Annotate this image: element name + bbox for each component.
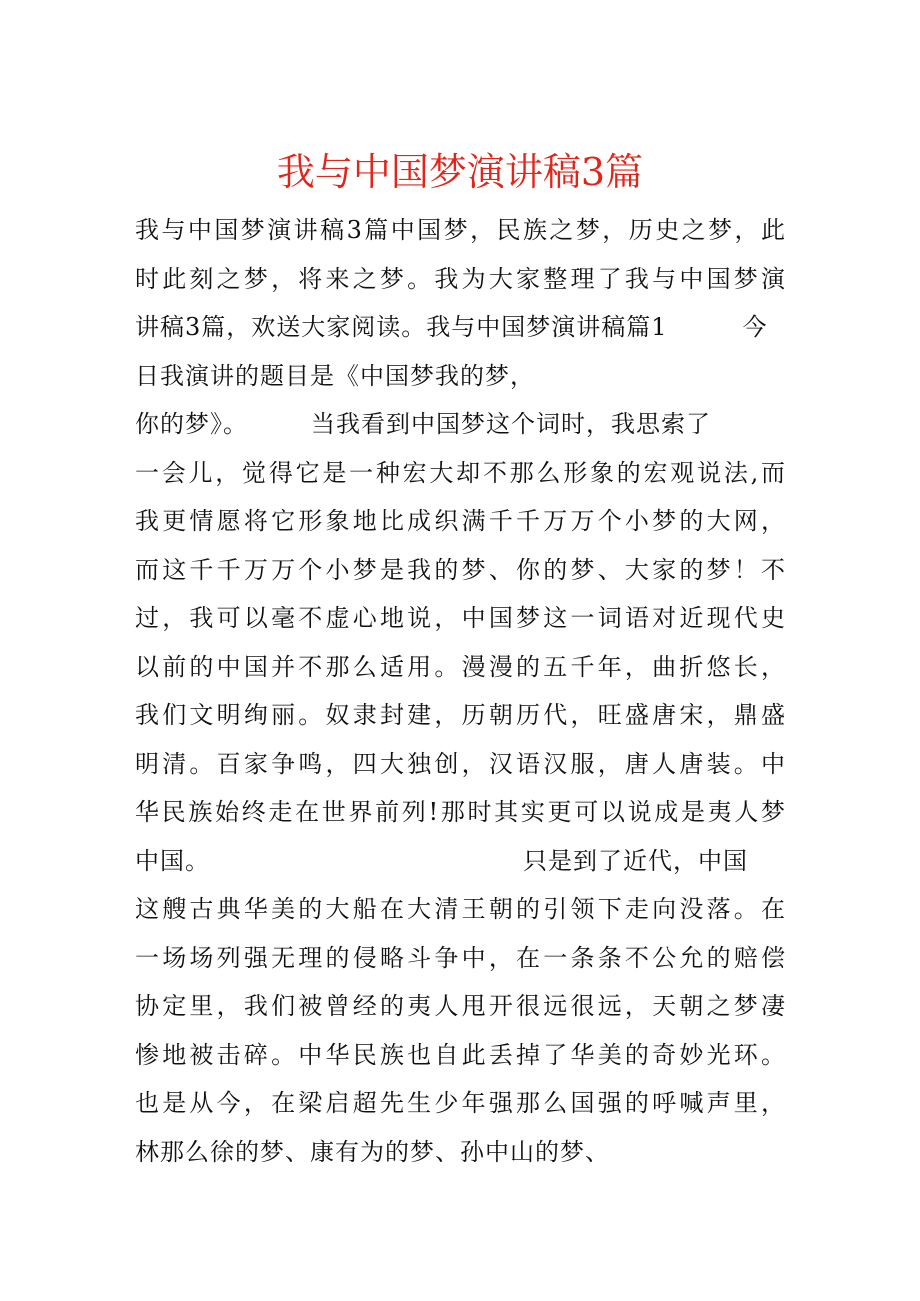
body-line: 日我演讲的题目是《中国梦我的梦，: [135, 361, 535, 390]
document-title: 我与中国梦演讲稿3篇: [276, 150, 644, 194]
body-line: 明清。百家争鸣，四大独创，汉语汉服，唐人唐装。中: [135, 749, 785, 778]
body-line: 一场场列强无理的侵略斗争中，在一条条不公允的赔偿: [135, 943, 785, 972]
document-body: [135, 206, 785, 1176]
body-line: 时此刻之梦，将来之梦。我为大家整理了我与中国梦演: [135, 264, 785, 293]
body-line: 中国。 只是到了近代，中国: [135, 846, 748, 875]
body-line: 过，我可以毫不虚心地说，中国梦这一词语对近现代史: [135, 604, 785, 632]
body-line: 这艘古典华美的大船在大清王朝的引领下走向没落。在: [135, 895, 785, 923]
body-line: 也是从今，在梁启超先生少年强那么国强的呼喊声里，: [135, 1089, 785, 1117]
body-line: 华民族始终走在世界前列!那时其实更可以说成是夷人梦: [135, 798, 785, 826]
body-line: 一会儿，觉得它是一种宏大却不那么形象的宏观说法,而: [135, 458, 785, 487]
body-line: 林那么徐的梦、康有为的梦、孙中山的梦、: [135, 1137, 610, 1166]
body-line: 我与中国梦演讲稿3篇中国梦，民族之梦，历史之梦，此: [135, 216, 785, 244]
body-line: 讲稿3篇，欢送大家阅读。我与中国梦演讲稿篇1 今: [135, 313, 768, 341]
body-line: 我更情愿将它形象地比成织满千千万万个小梦的大网，: [135, 507, 785, 535]
body-line: 你的梦》。 当我看到中国梦这个词时，我思索了: [135, 410, 711, 438]
body-line: 而这千千万万个小梦是我的梦、你的梦、大家的梦！不: [135, 555, 785, 584]
body-line: 以前的中国并不那么适用。漫漫的五千年，曲折悠长，: [135, 652, 785, 681]
body-line: 惨地被击碎。中华民族也自此丢掉了华美的奇妙光环。: [135, 1040, 785, 1069]
body-line: 我们文明绚丽。奴隶封建，历朝历代，旺盛唐宋，鼎盛: [135, 701, 785, 729]
body-line: 协定里，我们被曾经的夷人甩开很远很远，天朝之梦凄: [135, 992, 785, 1020]
